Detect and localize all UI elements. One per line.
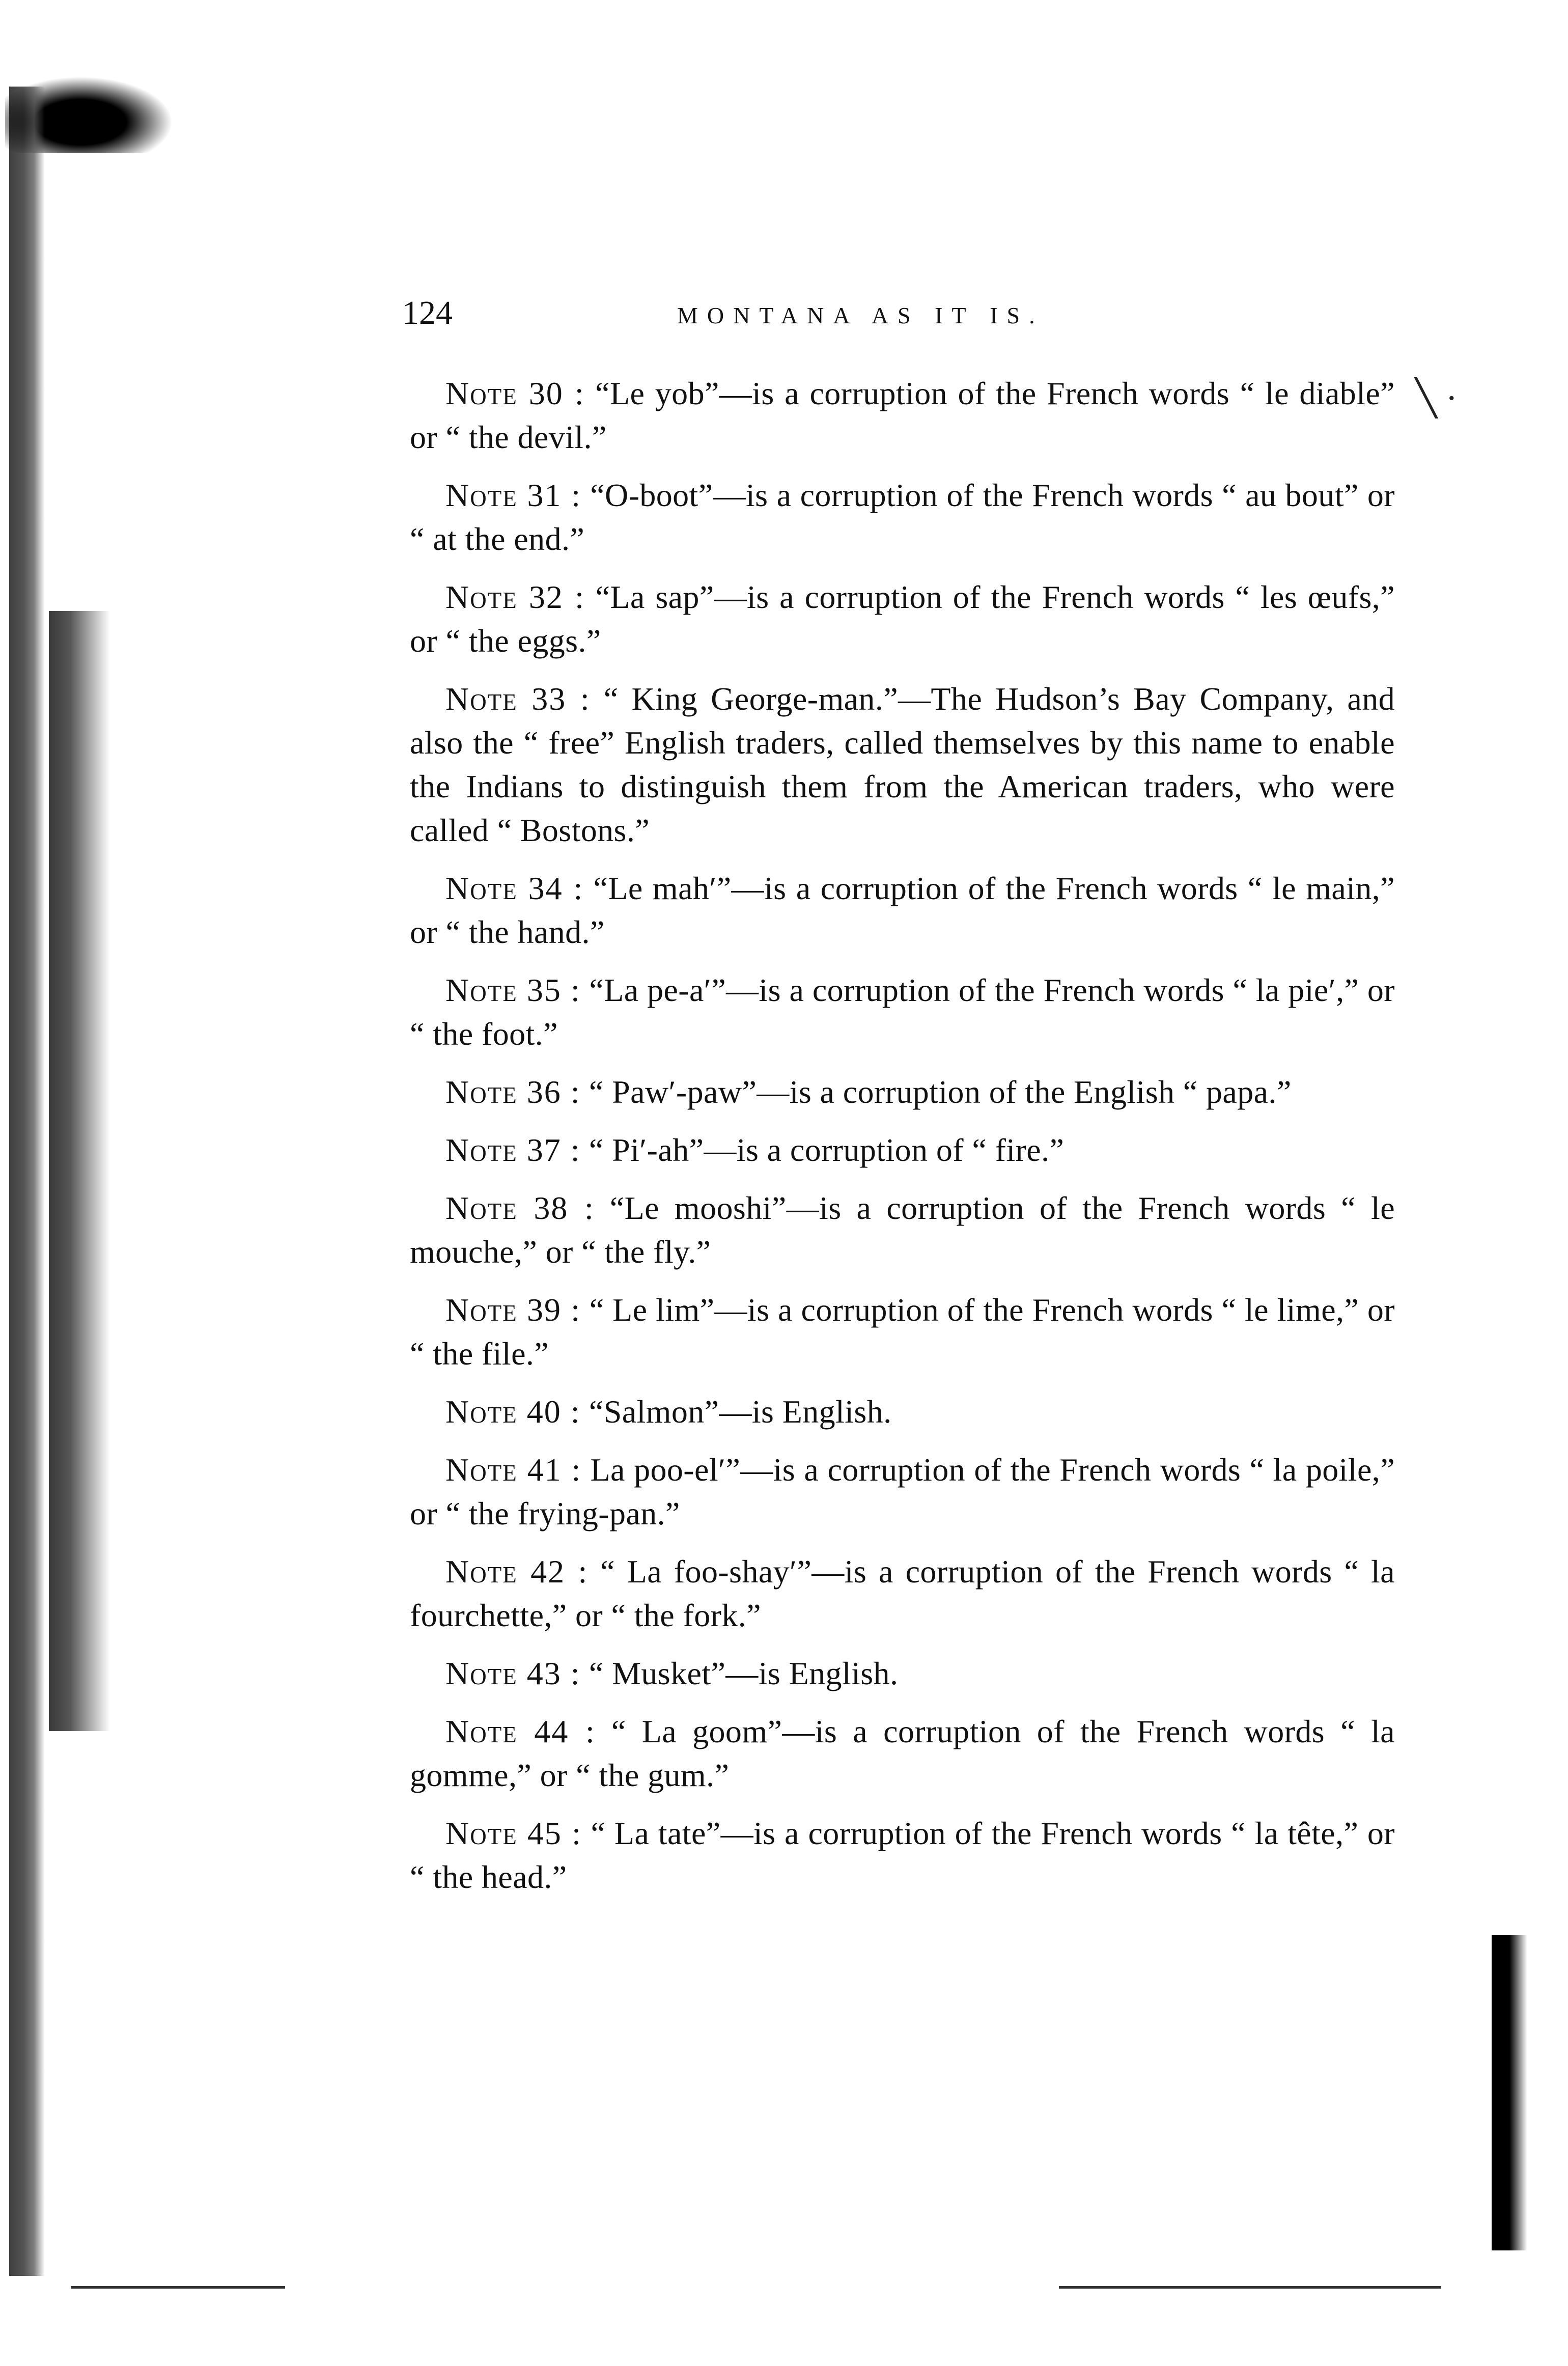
note-43: Note 43 : “ Musket”—is English. <box>445 1655 899 1691</box>
note-45: Note 45 : “ La tate”—is a corruption of the French words “ la tête,” or “ the head.” <box>410 1815 1395 1895</box>
note-31: Note 31 : “O-boot”—is a corruption of the French words “ au bout” or “ at the end.” <box>410 477 1395 557</box>
note-39: Note 39 : “ Le lim”—is a corruption of the French words “ le lime,” or “ the file.” <box>410 1292 1395 1372</box>
scan-artifact-bottom-line <box>71 2286 285 2289</box>
page-header <box>402 293 1166 339</box>
note-38: Note 38 : “Le mooshi”—is a corruption of the French words “ le mouche,” or “ the fly.” <box>410 1190 1395 1270</box>
note-32: Note 32 : “La sap”—is a corruption of the French words “ les œufs,” or “ the eggs.” <box>410 579 1395 659</box>
scan-artifact-bottom-line <box>1059 2286 1441 2289</box>
notes-list <box>410 372 1395 1913</box>
note-41: Note 41 : La poo-el′”—is a corruption of the French words “ la poile,” or “ the frying-pan.” <box>410 1452 1395 1532</box>
note-40: Note 40 : “Salmon”—is English. <box>445 1394 892 1430</box>
margin-stroke-mark: ╲ · <box>1415 379 1458 418</box>
note-36: Note 36 : “ Paw′-paw”—is a corruption of the English “ papa.” <box>445 1074 1292 1110</box>
note-33: Note 33 : “ King George-man.”—The Hudson’s Bay Company, and also the “ free” English traders, called themselves by this name to enable the Indians to distinguish them from the American traders, who were called “ Bostons.” <box>410 681 1395 848</box>
scan-artifact-left-edge <box>9 87 45 2276</box>
scan-artifact-left-shadow <box>49 611 110 1731</box>
note-42: Note 42 : “ La foo-shay′”—is a corruption of the French words “ la fourchette,” or “ the fork.” <box>410 1553 1395 1633</box>
note-30: Note 30 : “Le yob”—is a corruption of the French words “ le diable” or “ the devil.” <box>410 375 1395 455</box>
note-34: Note 34 : “Le mah′”—is a corruption of the French words “ le main,” or “ the hand.” <box>410 870 1395 950</box>
note-37: Note 37 : “ Pi′-ah”—is a corruption of “ fire.” <box>445 1132 1065 1168</box>
page-number: 124 <box>402 294 453 331</box>
note-35: Note 35 : “La pe-a′”—is a corruption of the French words “ la pie′,” or “ the foot.” <box>410 972 1395 1052</box>
note-44: Note 44 : “ La goom”—is a corruption of the French words “ la gomme,” or “ the gum.” <box>410 1713 1395 1793</box>
scan-artifact-right-edge <box>1492 1935 1527 2250</box>
running-head: MONTANA AS IT IS. <box>677 302 1044 328</box>
